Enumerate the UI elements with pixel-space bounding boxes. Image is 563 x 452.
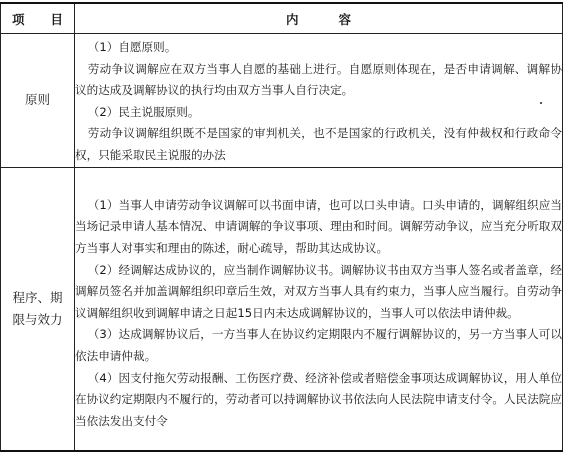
content-paragraph: （3）达成调解协议后，一方当事人在协议约定期限内不履行调解协议的，另一方当事人可以依法申请仲裁。 bbox=[75, 327, 562, 363]
row-content bbox=[75, 34, 563, 168]
header-content bbox=[75, 3, 563, 34]
row-label-line: 限与效力 bbox=[12, 311, 63, 327]
row-label-line: 程序、期 bbox=[12, 289, 63, 305]
scan-speck bbox=[540, 102, 542, 104]
principles-table bbox=[0, 2, 563, 452]
content-paragraph: （4）因支付拖欠劳动报酬、工伤医疗费、经济补偿或者赔偿金事项达成调解协议，用人单位在协议约定期限内不履行的，劳动者可以持调解协议书依法向人民法院申请支付令。人民法院应当依法发出支付令 bbox=[75, 370, 562, 428]
content-paragraph: （1）当事人申请劳动争议调解可以书面申请，也可以口头申请。口头申请的，调解组织应当当场记录申请人基本情况、申请调解的争议事项、理由和时间。调解劳动争议，应当充分听取双方当事人对事实和理由的陈述，耐心疏导，帮助其达成协议。 bbox=[75, 197, 562, 255]
content-paragraph: 劳动争议调解组织既不是国家的审判机关，也不是国家的行政机关，没有仲裁权和行政命令权，只能采取民主说服的办法 bbox=[75, 126, 562, 162]
header-content-char-1: 内 bbox=[285, 11, 299, 27]
table-row bbox=[1, 167, 563, 451]
header-item-char-2: 目 bbox=[50, 11, 64, 27]
row-label-line: 原则 bbox=[24, 92, 50, 108]
row-label bbox=[1, 34, 75, 168]
row-label bbox=[1, 167, 75, 451]
content-paragraph: （1）自愿原则。 bbox=[87, 40, 177, 54]
content-paragraph: （2）民主说服原则。 bbox=[87, 104, 200, 119]
content-paragraph: 劳动争议调解应在双方当事人自愿的基础上进行。自愿原则体现在，是否申请调解、调解协议的达成及调解协议的执行均由双方当事人自行决定。 bbox=[75, 61, 562, 98]
header-content-char-2: 容 bbox=[338, 11, 352, 27]
content-paragraph: （2）经调解达成协议的，应当制作调解协议书。调解协议书由双方当事人签名或者盖章，经调解员签名并加盖调解组织印章后生效，对双方当事人具有约束力，当事人应当履行。自劳动争议调解组织收到调解申请之日起15日内未达成调解协议的，当事人可以依法申请仲裁。 bbox=[75, 262, 562, 320]
header-item bbox=[1, 3, 75, 34]
header-item-char-1: 项 bbox=[11, 11, 25, 27]
table-header-row bbox=[1, 3, 563, 34]
row-content bbox=[75, 167, 563, 451]
table-row bbox=[1, 34, 563, 168]
